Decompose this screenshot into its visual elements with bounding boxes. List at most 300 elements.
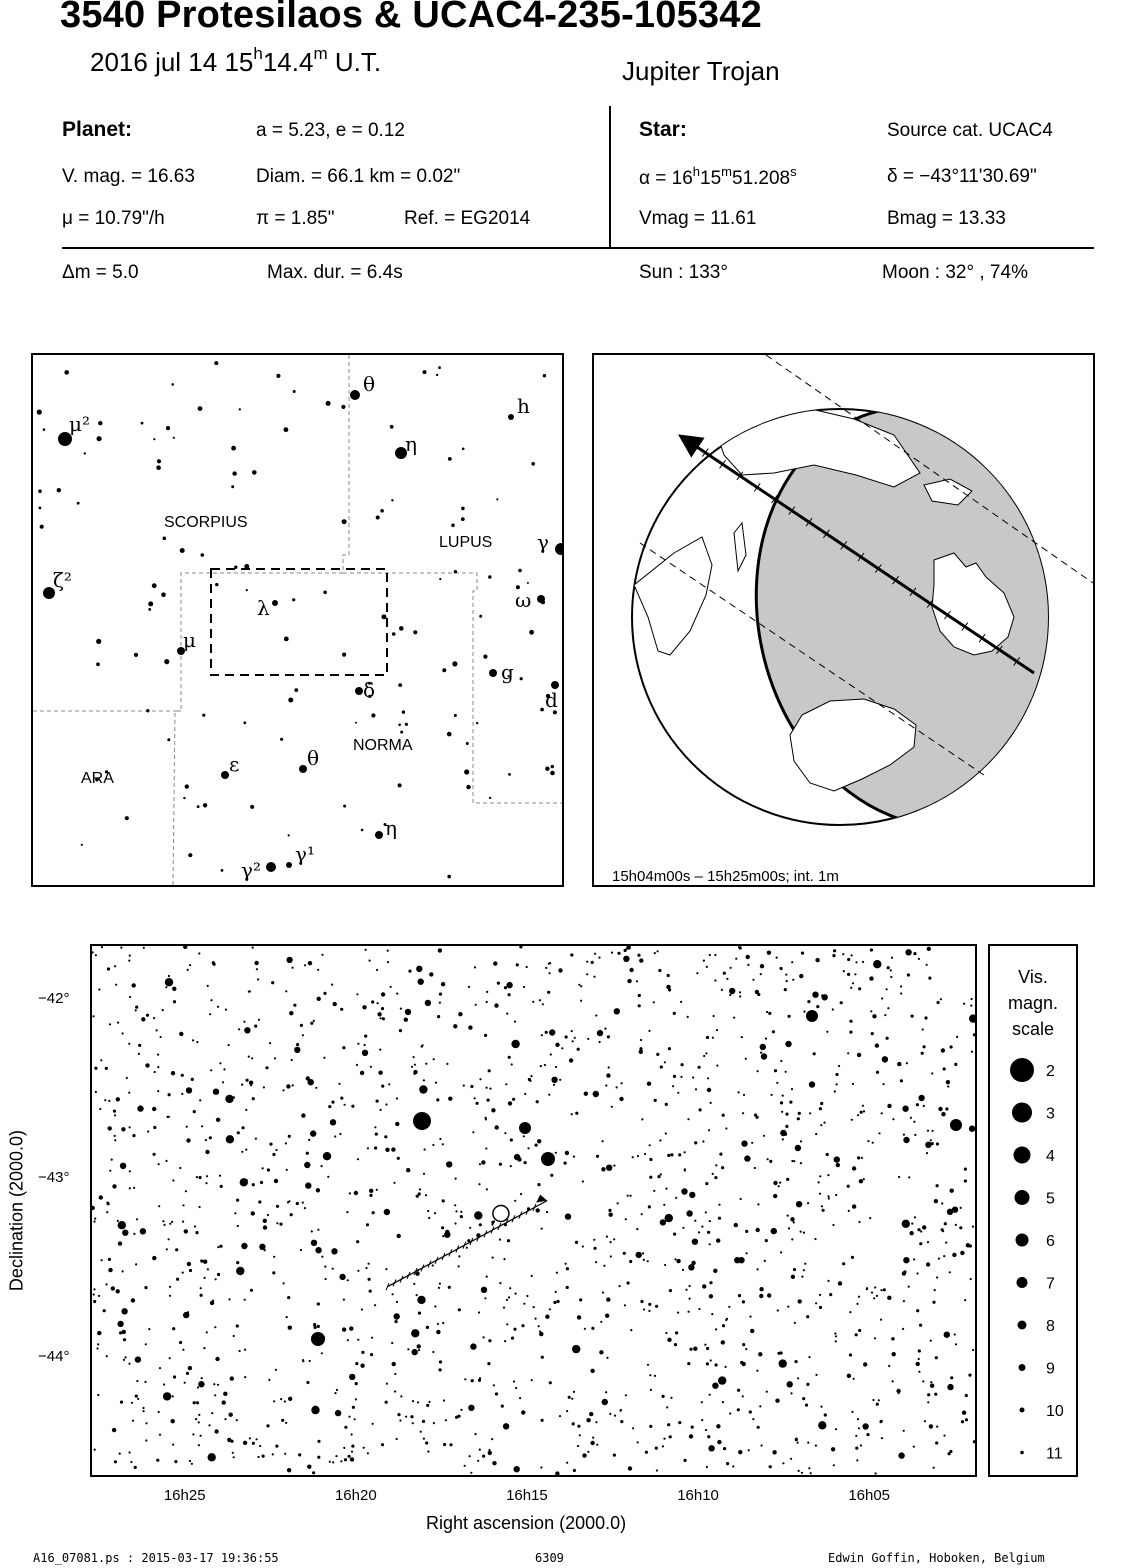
field-star <box>300 1249 302 1251</box>
field-star <box>882 1056 888 1062</box>
field-star <box>244 1349 246 1351</box>
field-star <box>323 992 326 995</box>
field-star <box>803 1232 805 1234</box>
field-star <box>709 1294 713 1298</box>
field-star <box>757 1203 759 1205</box>
field-star <box>152 1256 156 1260</box>
field-star <box>714 979 716 981</box>
field-star <box>369 1194 372 1197</box>
field-star <box>768 1012 771 1015</box>
field-star <box>292 967 294 969</box>
scale-magnitude: 2 <box>1046 1063 1055 1080</box>
field-star <box>424 1148 426 1150</box>
field-star <box>425 1441 428 1444</box>
field-star <box>289 1011 293 1015</box>
field-star <box>348 1416 350 1418</box>
field-star <box>336 1389 338 1391</box>
field-star <box>842 953 844 955</box>
field-star <box>296 1202 299 1205</box>
field-star <box>116 1097 120 1101</box>
field-star <box>427 1451 429 1453</box>
field-star <box>773 1181 777 1185</box>
background-star <box>496 498 498 500</box>
field-star <box>898 1452 904 1458</box>
field-star <box>883 1288 886 1291</box>
field-star <box>892 1118 894 1120</box>
field-star <box>377 1012 381 1016</box>
field-star <box>463 1085 465 1087</box>
field-star <box>316 1188 320 1192</box>
field-star <box>787 1306 789 1308</box>
field-star <box>545 1031 548 1034</box>
background-star <box>361 829 364 832</box>
field-star <box>519 1397 521 1399</box>
field-star <box>405 1009 411 1015</box>
constellation-map-canvas <box>33 355 562 885</box>
field-star <box>460 1211 462 1213</box>
field-star <box>677 1312 679 1314</box>
field-star <box>745 1230 748 1233</box>
field-star <box>971 1051 973 1053</box>
field-star <box>355 1398 357 1400</box>
field-star <box>605 1391 607 1393</box>
field-star <box>302 1360 304 1362</box>
field-star <box>772 1450 776 1454</box>
field-star <box>330 1119 336 1125</box>
field-star <box>436 1098 439 1101</box>
field-star <box>250 1289 253 1292</box>
field-star <box>131 1402 133 1404</box>
field-star <box>531 1379 533 1381</box>
field-star <box>630 1195 632 1197</box>
field-star <box>805 1404 808 1407</box>
field-star <box>819 1107 822 1110</box>
field-star <box>165 986 167 988</box>
field-star <box>852 1083 854 1085</box>
field-star <box>609 1413 611 1415</box>
field-star <box>412 1349 418 1355</box>
field-star <box>803 1269 805 1271</box>
field-star <box>629 1260 632 1263</box>
field-star <box>122 1330 126 1334</box>
field-star <box>135 1395 138 1398</box>
field-star <box>361 1351 364 1354</box>
field-star <box>387 950 389 952</box>
field-star <box>469 1227 471 1229</box>
field-star <box>271 981 274 984</box>
field-star <box>138 1044 141 1047</box>
field-star <box>239 1350 241 1352</box>
field-star <box>640 1039 642 1041</box>
field-star <box>478 1183 480 1185</box>
field-star <box>307 1465 311 1469</box>
field-star <box>252 1097 255 1100</box>
field-star <box>723 1447 726 1450</box>
field-star <box>470 1472 472 1474</box>
field-star <box>397 1413 400 1416</box>
field-star <box>808 1356 810 1358</box>
background-star <box>40 525 44 529</box>
field-star <box>654 1099 657 1102</box>
field-star <box>441 1226 444 1229</box>
field-star <box>476 1102 479 1105</box>
field-star <box>308 1079 314 1085</box>
x-tick-label: 16h05 <box>848 1487 891 1504</box>
field-star <box>323 1152 331 1160</box>
field-star <box>437 1323 439 1325</box>
field-star <box>922 1380 924 1382</box>
field-star <box>172 1327 175 1330</box>
field-star <box>726 1462 729 1465</box>
field-star <box>93 1300 96 1303</box>
field-star <box>286 1084 290 1088</box>
field-star <box>866 1288 868 1290</box>
field-star <box>855 961 857 963</box>
field-star <box>339 1133 341 1135</box>
star-designation: ω <box>515 588 532 612</box>
field-star <box>847 973 850 976</box>
field-star <box>355 1382 358 1385</box>
field-star <box>376 969 378 971</box>
field-star <box>936 1142 939 1145</box>
field-star <box>938 1258 940 1260</box>
background-star <box>483 655 487 659</box>
planet-heading: Planet: <box>62 118 133 141</box>
field-star <box>759 1405 761 1407</box>
field-star <box>673 1233 676 1236</box>
field-star <box>501 1405 504 1408</box>
field-star <box>756 1370 758 1372</box>
field-star <box>417 1401 419 1403</box>
background-star <box>550 771 555 776</box>
field-star <box>761 1444 763 1446</box>
field-star <box>321 954 323 956</box>
field-star <box>254 1025 257 1028</box>
field-star <box>941 1112 945 1116</box>
field-star <box>589 1412 593 1416</box>
field-star <box>524 1093 526 1095</box>
field-star <box>200 1259 203 1262</box>
field-star <box>309 1360 311 1362</box>
field-star <box>104 1099 106 1101</box>
field-star <box>834 1090 836 1092</box>
field-star <box>162 1220 164 1222</box>
field-star <box>791 1238 793 1240</box>
field-star <box>605 1084 607 1086</box>
field-star <box>954 1063 957 1066</box>
background-star <box>454 714 457 717</box>
field-star <box>212 1300 214 1302</box>
field-star <box>491 1108 495 1112</box>
background-star <box>541 600 545 604</box>
field-star <box>632 1156 634 1158</box>
scale-magnitude: 5 <box>1046 1190 1055 1208</box>
field-star <box>619 1285 621 1287</box>
field-star <box>317 997 321 1001</box>
field-star <box>215 1357 219 1361</box>
field-star <box>535 1144 538 1147</box>
field-star <box>222 1081 224 1083</box>
field-star <box>847 1052 849 1054</box>
field-star <box>145 1063 149 1067</box>
field-star <box>962 1411 966 1415</box>
field-star <box>694 1220 696 1222</box>
field-star <box>315 1087 317 1089</box>
field-star <box>479 1078 481 1080</box>
field-star <box>655 1305 658 1308</box>
y-tick-label: −42° <box>38 989 70 1007</box>
field-star <box>262 1455 265 1458</box>
field-star <box>715 1164 717 1166</box>
field-star <box>439 1360 442 1363</box>
field-star <box>621 1082 623 1084</box>
field-star <box>862 961 864 963</box>
background-star <box>215 583 218 586</box>
field-star <box>153 1126 156 1129</box>
background-star <box>479 615 482 618</box>
field-star <box>142 1407 144 1409</box>
field-star <box>381 1007 384 1010</box>
field-star <box>756 1228 760 1232</box>
field-star <box>168 1093 171 1096</box>
field-star <box>908 1286 910 1288</box>
field-star <box>233 1096 235 1098</box>
field-star <box>595 1421 597 1423</box>
background-star <box>173 437 175 439</box>
field-star <box>701 1226 703 1228</box>
field-star <box>800 1140 802 1142</box>
field-star <box>818 1421 826 1429</box>
field-star <box>955 1224 957 1226</box>
field-star <box>875 1472 877 1474</box>
field-star <box>779 1359 787 1367</box>
field-star <box>108 1100 110 1102</box>
field-star <box>559 1079 561 1081</box>
field-star <box>781 1111 783 1113</box>
field-star <box>653 1001 655 1003</box>
field-star <box>664 1264 666 1266</box>
field-star <box>455 1210 457 1212</box>
field-star <box>205 1150 209 1154</box>
field-star <box>687 1362 690 1365</box>
field-star <box>396 1301 398 1303</box>
field-star <box>132 1134 135 1137</box>
scale-dot <box>1020 1408 1025 1413</box>
field-star <box>863 1178 865 1180</box>
field-star <box>260 1181 263 1184</box>
field-star <box>968 1374 971 1377</box>
field-star <box>293 1004 296 1007</box>
field-star <box>680 1001 682 1003</box>
field-star <box>128 1363 130 1365</box>
field-star <box>676 1259 680 1263</box>
field-star <box>144 1286 147 1289</box>
field-star <box>426 1326 429 1329</box>
field-star <box>702 1284 706 1288</box>
field-star <box>797 1377 799 1379</box>
field-star <box>907 973 910 976</box>
field-star <box>858 1221 860 1223</box>
field-star <box>573 1469 576 1472</box>
field-star <box>394 1390 396 1392</box>
field-star <box>749 1410 752 1413</box>
field-star <box>678 1153 681 1156</box>
field-star <box>630 1329 632 1331</box>
field-star <box>568 1396 571 1399</box>
field-star <box>158 1205 160 1207</box>
field-star <box>321 1256 323 1258</box>
field-star <box>726 978 728 980</box>
field-star <box>184 1382 186 1384</box>
field-star <box>677 1092 679 1094</box>
field-star <box>934 1289 936 1291</box>
field-star <box>521 1324 524 1327</box>
field-star <box>636 1252 642 1258</box>
field-star <box>492 1461 496 1465</box>
field-star <box>464 1378 466 1380</box>
field-star <box>941 1048 945 1052</box>
background-star <box>198 406 203 411</box>
field-star <box>797 1204 799 1206</box>
field-star <box>689 1285 691 1287</box>
field-star <box>956 1036 958 1038</box>
field-star <box>192 1039 194 1041</box>
field-star <box>785 974 787 976</box>
field-star <box>94 1449 96 1451</box>
field-star <box>189 964 191 966</box>
background-star <box>488 575 491 578</box>
field-star <box>157 1054 159 1056</box>
field-star <box>793 1160 795 1162</box>
field-star <box>210 999 212 1001</box>
field-star <box>890 976 892 978</box>
field-star <box>692 1076 694 1078</box>
background-star <box>398 683 402 687</box>
field-star <box>285 1142 287 1144</box>
field-star <box>579 1434 581 1436</box>
field-star <box>163 1383 165 1385</box>
field-star <box>586 973 588 975</box>
field-star <box>691 1261 695 1265</box>
field-star <box>660 1219 666 1225</box>
field-star <box>565 1263 567 1265</box>
field-star <box>145 1343 147 1345</box>
field-star <box>135 1263 137 1265</box>
field-star <box>504 1340 506 1342</box>
field-star <box>918 1095 924 1101</box>
field-star <box>133 1233 135 1235</box>
field-star <box>428 1401 430 1403</box>
background-star <box>81 844 83 846</box>
field-star <box>566 1410 568 1412</box>
field-star <box>888 1365 890 1367</box>
field-star <box>100 1059 102 1061</box>
field-star <box>469 1455 471 1457</box>
field-star <box>718 1376 726 1384</box>
field-star <box>645 1451 648 1454</box>
field-star <box>927 947 931 951</box>
field-star <box>419 1085 427 1093</box>
bright-star <box>541 1152 555 1166</box>
field-star <box>417 1296 425 1304</box>
field-star <box>143 947 145 949</box>
scale-magnitude: 3 <box>1046 1105 1055 1123</box>
field-star <box>369 1290 372 1293</box>
field-star <box>898 1176 900 1178</box>
field-star <box>362 1005 366 1009</box>
field-star <box>269 1042 271 1044</box>
field-star <box>775 1399 779 1403</box>
field-star <box>159 1434 161 1436</box>
field-star <box>722 1401 724 1403</box>
field-star <box>258 1200 261 1203</box>
star-designation: θ <box>307 746 320 770</box>
field-star <box>112 1428 116 1432</box>
star-designation: ε <box>229 752 240 776</box>
field-star <box>914 1134 916 1136</box>
background-star <box>152 583 157 588</box>
field-star <box>947 1384 953 1390</box>
field-star <box>399 1029 402 1032</box>
field-star <box>678 1421 681 1424</box>
field-star <box>852 982 854 984</box>
field-star <box>484 1034 487 1037</box>
field-star <box>390 986 392 988</box>
star-designation: η <box>405 432 417 456</box>
path-line <box>388 1201 548 1287</box>
background-star <box>288 698 293 703</box>
field-star <box>668 988 671 991</box>
field-star <box>613 1238 615 1240</box>
field-star <box>566 1286 569 1289</box>
field-star <box>897 1062 901 1066</box>
field-star <box>487 1099 490 1102</box>
field-star <box>792 979 794 981</box>
field-star <box>94 1218 96 1220</box>
field-star <box>508 993 511 996</box>
field-star <box>931 1142 934 1145</box>
field-star <box>508 1296 510 1298</box>
field-star <box>862 1423 868 1429</box>
background-star <box>231 446 236 451</box>
background-star <box>551 765 554 768</box>
field-star <box>156 1029 158 1031</box>
field-star <box>599 1350 603 1354</box>
field-star <box>831 1447 835 1451</box>
field-star <box>550 1053 552 1055</box>
field-star <box>593 1247 596 1250</box>
field-star <box>92 1206 95 1210</box>
field-star <box>729 1412 731 1414</box>
field-star <box>927 1401 929 1403</box>
background-star <box>203 803 207 807</box>
field-star <box>849 1311 851 1313</box>
field-star <box>186 1087 192 1093</box>
field-star <box>273 1256 275 1258</box>
field-star <box>838 1065 840 1067</box>
field-star <box>873 960 881 968</box>
field-star <box>750 1329 754 1333</box>
background-star <box>148 608 151 611</box>
footer-author: Edwin Goffin, Hoboken, Belgium <box>828 1551 1045 1565</box>
field-star <box>715 1363 718 1366</box>
field-star <box>503 1423 509 1429</box>
field-star <box>230 1440 233 1443</box>
background-star <box>292 598 295 601</box>
field-star <box>241 1243 247 1249</box>
field-star <box>737 1389 740 1392</box>
x-axis-label: Right ascension (2000.0) <box>426 1513 627 1533</box>
